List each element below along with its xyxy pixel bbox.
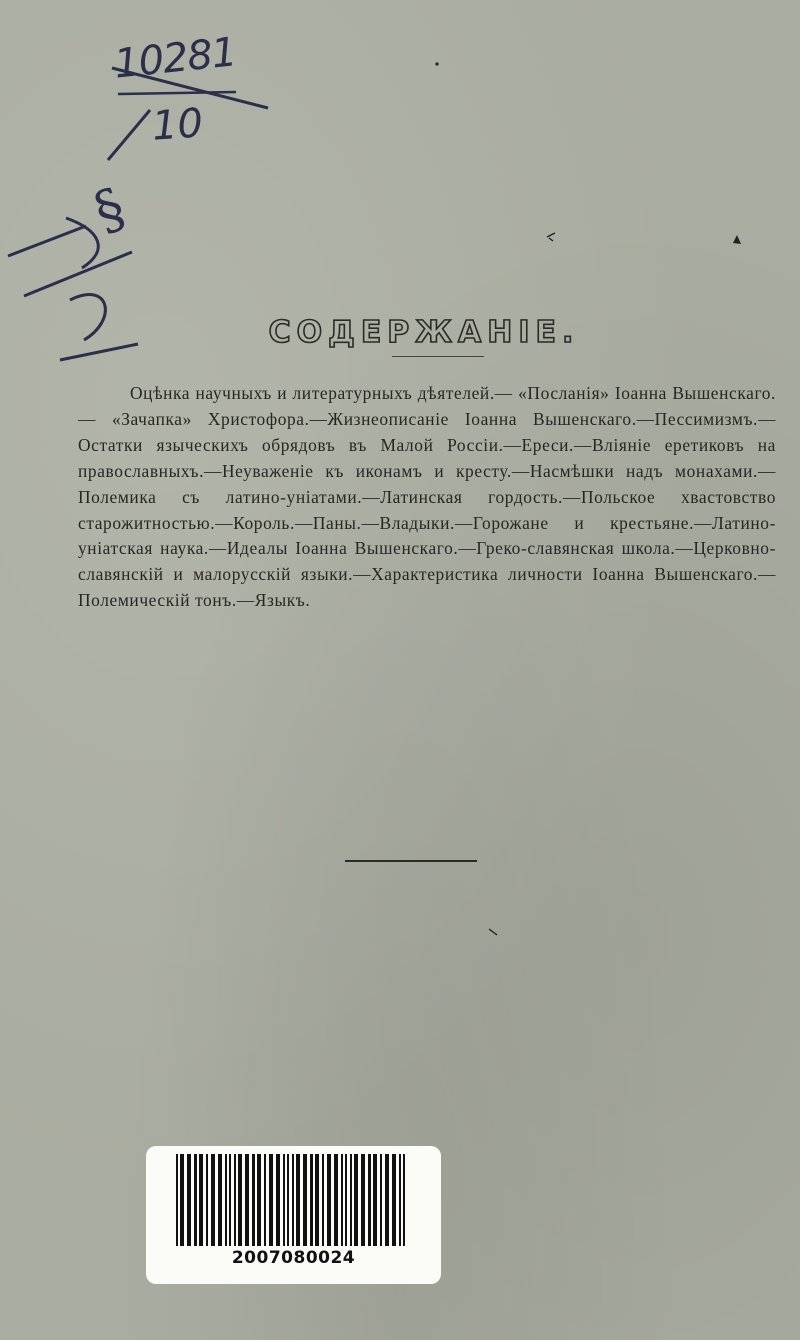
barcode-bar [361, 1154, 365, 1246]
barcode-bar [211, 1154, 215, 1246]
title-underline [392, 356, 484, 357]
barcode-bar [180, 1154, 184, 1246]
barcode-bar [399, 1154, 401, 1246]
barcode-bar [296, 1154, 300, 1246]
barcode-bar [238, 1154, 242, 1246]
barcode-bar [225, 1154, 227, 1246]
barcode-bar [334, 1154, 338, 1246]
paper-speck [732, 234, 742, 246]
barcode-bar [380, 1154, 382, 1246]
barcode-bar [194, 1154, 197, 1246]
barcode-bar [199, 1154, 203, 1246]
barcode-number: 2007080024 [231, 1248, 356, 1268]
barcode-bar [229, 1154, 231, 1246]
paper-speck [488, 928, 498, 936]
barcode-label [146, 1146, 441, 1284]
barcode-bar [276, 1154, 280, 1246]
handwritten-number: 10281 [112, 29, 239, 88]
barcode-bar [206, 1154, 208, 1246]
handwritten-section-mark: § [86, 175, 133, 244]
barcode-bar [322, 1154, 324, 1246]
barcode-bar [234, 1154, 236, 1246]
barcode-bar [373, 1154, 377, 1246]
barcode-bar [368, 1154, 371, 1246]
barcode-bar [310, 1154, 313, 1246]
handwritten-subnumber: 10 [150, 100, 205, 150]
barcode-bar [303, 1154, 307, 1246]
barcode-bar [315, 1154, 319, 1246]
barcode-bar [257, 1154, 261, 1246]
barcode-bar [218, 1154, 222, 1246]
barcode-bar [345, 1154, 347, 1246]
barcode-bar [287, 1154, 289, 1246]
barcode-graphic [176, 1154, 412, 1246]
contents-paragraph: Оцѣнка научныхъ и литературныхъ дѣятелей.— «Посланія» Іоанна Вышенскаго.— «Зачапка» Христофора.—Жизнеописаніе Іоанна Вышенскаго.—Пессимизмъ.—Остатки языческихъ обрядовъ въ Малой Россіи.—Ереси.—Вліяніе еретиковъ на православныхъ.—Неуваженіе къ иконамъ и кресту.—Насмѣшки надъ монахами.—Полемика съ латино-уніатами.—Латинская гордость.—Польское хвастовство старожитностью.—Король.—Паны.—Владыки.—Горожане и крестьяне.—Латино-уніатская наука.—Идеалы Іоанна Вышенскаго.—Греко-славянская школа.—Церковно-славянскій и малорусскій языки.—Характеристика личности Іоанна Вышенскаго.—Полемическій тонъ.—Языкъ. [78, 383, 776, 611]
barcode-bar [187, 1154, 191, 1246]
barcode-bar [269, 1154, 273, 1246]
section-divider [345, 860, 477, 862]
paper-speck [546, 232, 556, 242]
barcode-bar [245, 1154, 249, 1246]
barcode-bar [350, 1154, 352, 1246]
barcode-bar [392, 1154, 396, 1246]
barcode-bar [403, 1154, 405, 1246]
page-title: СОДЕРЖАНІЕ. [268, 315, 580, 350]
barcode-bar [264, 1154, 266, 1246]
barcode-bar [292, 1154, 294, 1246]
barcode-bar [385, 1154, 389, 1246]
barcode-bar [252, 1154, 255, 1246]
barcode-bar [354, 1154, 358, 1246]
barcode-bar [176, 1154, 178, 1246]
paper-speck [434, 60, 440, 68]
barcode-bar [327, 1154, 331, 1246]
barcode-bar [283, 1154, 285, 1246]
barcode-bar [341, 1154, 343, 1246]
